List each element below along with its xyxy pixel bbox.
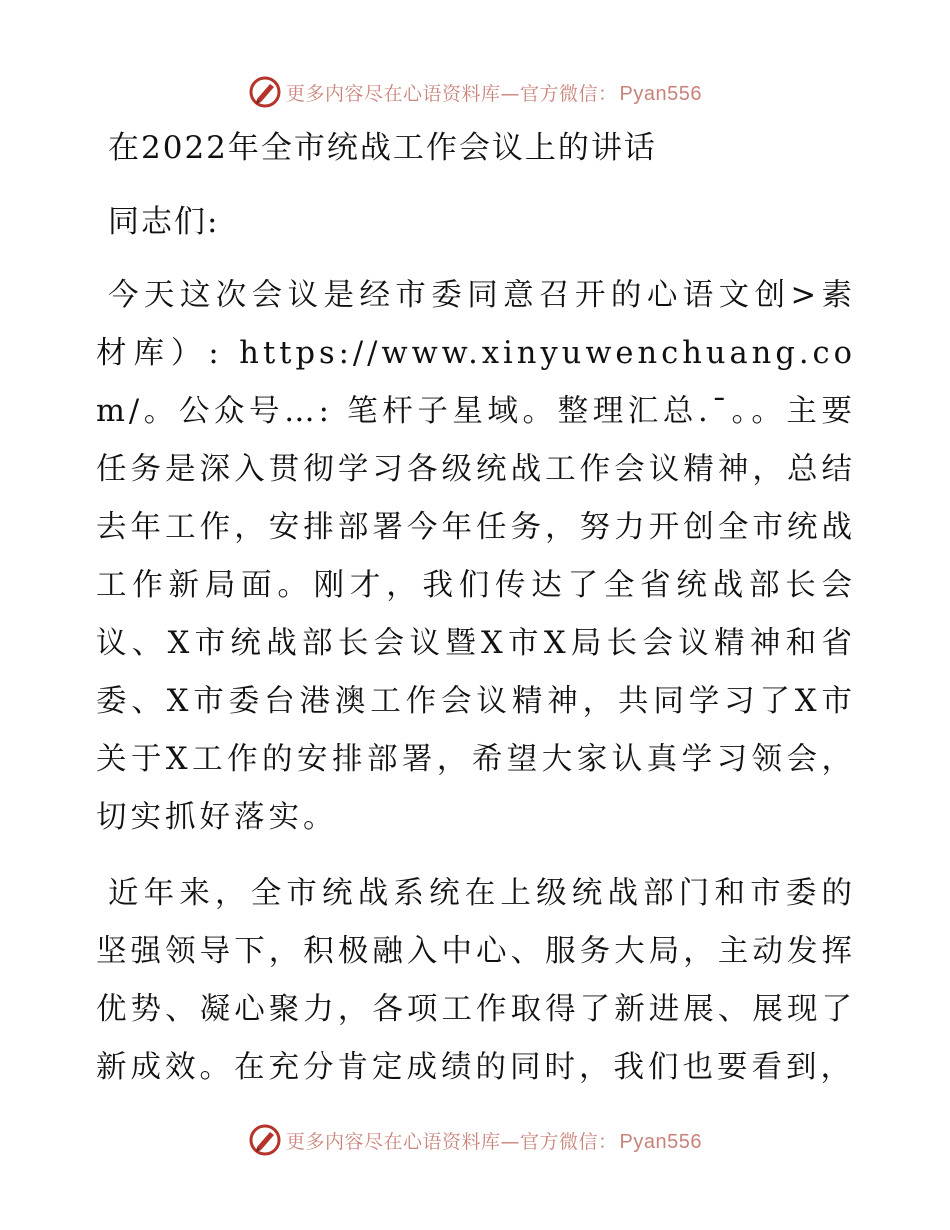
watermark-wechat-id: Pyan556 xyxy=(619,1130,702,1153)
pen-logo-icon xyxy=(248,75,282,109)
paragraph: 今天这次会议是经市委同意召开的心语文创>素材库）: https://www.xinyuwenchuang.com/。公众号…: 笔杆子星域。整理汇总.¯。。主要任务是深入贯彻学习各级统战工作会议精神，总结去年工作，安排部署今年任务，努力开创全市统战工作新局面。刚才，我们传达了全省统战部长会议、X市统战部长会议暨X市X局长会议精神和省委、X市委台港澳工作会议精神，共同学习了X市关于X工作的安排部署，希望大家认真学习领会，切实抓好落实。 xyxy=(96,278,856,835)
salutation: 同志们: xyxy=(108,204,220,240)
watermark-text xyxy=(286,1127,702,1154)
watermark-label: 更多内容尽在心语资料库—官方微信： xyxy=(286,1130,618,1153)
document-title: 在2022年全市统战工作会议上的讲话 xyxy=(108,130,657,166)
watermark-wechat-id: Pyan556 xyxy=(619,82,702,105)
watermark-text xyxy=(286,79,702,106)
header-watermark xyxy=(0,72,950,112)
footer-watermark xyxy=(0,1120,950,1160)
pen-logo-icon xyxy=(248,1123,282,1157)
paragraph: 近年来，全市统战系统在上级统战部门和市委的坚强领导下，积极融入中心、服务大局，主动发挥优势、凝心聚力，各项工作取得了新进展、展现了新成效。在充分肯定成绩的同时，我们也要看到， xyxy=(96,876,856,1085)
watermark-label: 更多内容尽在心语资料库—官方微信： xyxy=(286,82,618,105)
